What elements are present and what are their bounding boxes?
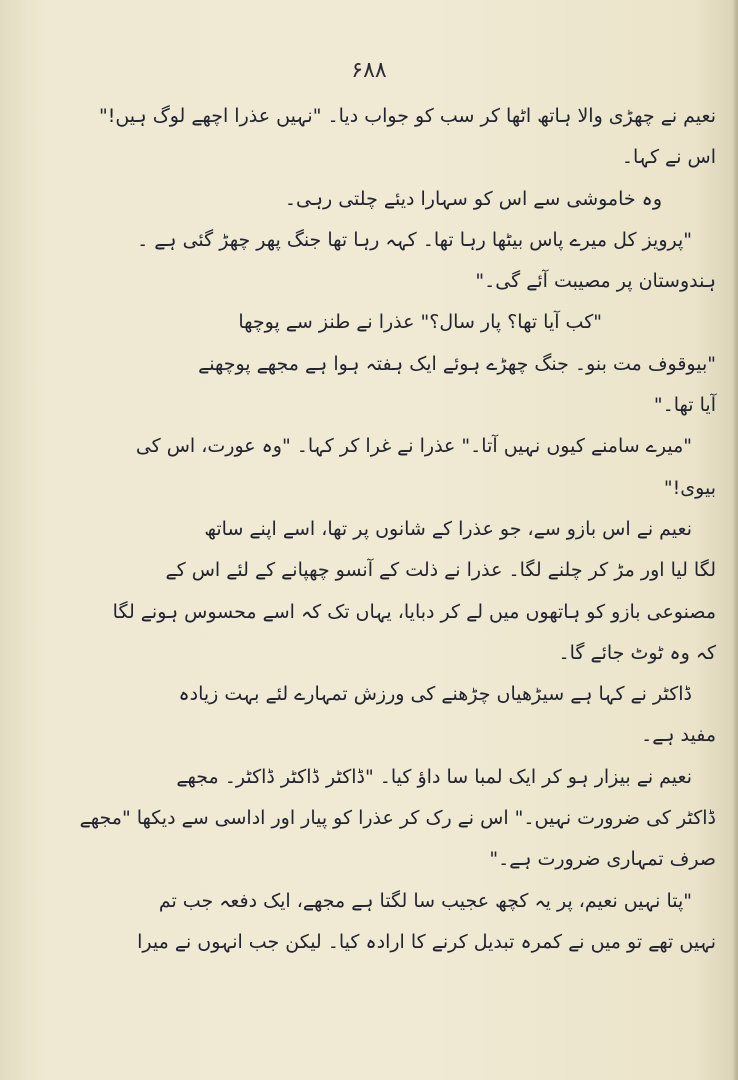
text-line-7: "بیوقوف مت بنو۔ جنگ چھڑے ہوئے ایک ہفتہ ہوا ہے مجھے پوچھنے (198, 352, 716, 375)
text-line-16: مفید ہے۔ (641, 724, 716, 747)
text-line-18: ڈاکٹر کی ضرورت نہیں۔" اس نے رک کر عذرا کو پیار اور اداسی سے دیکھا "مجھے (79, 807, 716, 830)
text-line-20: "پتا نہیں نعیم، پر یہ کچھ عجیب سا لگتا ہے مجھے، ایک دفعہ جب تم (158, 889, 692, 912)
text-line-13: مصنوعی بازو کو ہاتھوں میں لے کر دبایا، یہاں تک کہ اسے محسوس ہونے لگا (112, 600, 716, 623)
text-line-1: نعیم نے چھڑی والا ہاتھ اٹھا کر سب کو جواب دیا۔ "نہیں عذرا اچھے لوگ ہیں!" (98, 105, 716, 127)
text-line-17: نعیم نے بیزار ہو کر ایک لمبا سا داؤ کیا۔ "ڈاکٹر ڈاکٹر ڈاکٹر۔ مجھے (176, 765, 692, 788)
text-line-11: نعیم نے اس بازو سے، جو عذرا کے شانوں پر تھا، اسے اپنے ساتھ (204, 517, 692, 540)
text-line-9: "میرے سامنے کیوں نہیں آتا۔" عذرا نے غرا کر کہا۔ "وہ عورت، اس کی (135, 435, 692, 458)
text-line-4: "پرویز کل میرے پاس بیٹھا رہا تھا۔ کہہ رہا تھا جنگ پھر چھڑ گئی ہے ۔ (137, 228, 692, 251)
text-line-2: اس نے کہا۔ (621, 146, 716, 169)
page-number: ۶۸۸ (351, 58, 387, 83)
text-line-3: وہ خاموشی سے اس کو سہارا دیئے چلتی رہی۔ (284, 187, 662, 210)
text-line-8: آیا تھا۔" (653, 394, 716, 417)
text-line-6: "کب آیا تھا؟ پار سال؟" عذرا نے طنز سے پوچھا (238, 311, 602, 334)
page-body-text (18, 96, 722, 963)
text-line-10: بیوی!" (663, 476, 716, 499)
text-line-14: کہ وہ ٹوٹ جائے گا۔ (558, 641, 716, 664)
text-line-19: صرف تمہاری ضرورت ہے۔" (489, 848, 716, 871)
text-line-12: لگا لیا اور مڑ کر چلنے لگا۔ عذرا نے ذلت کے آنسو چھپانے کے لئے اس کے (165, 559, 716, 582)
text-line-15: ڈاکٹر نے کہا ہے سیڑھیاں چڑھنے کی ورزش تمہارے لئے بہت زیادہ (178, 683, 692, 706)
text-line-21: نہیں تھے تو میں نے کمرہ تبدیل کرنے کا ارادہ کیا۔ لیکن جب انہوں نے میرا (137, 930, 716, 953)
text-line-5: ہندوستان پر مصیبت آئے گی۔" (475, 270, 716, 293)
